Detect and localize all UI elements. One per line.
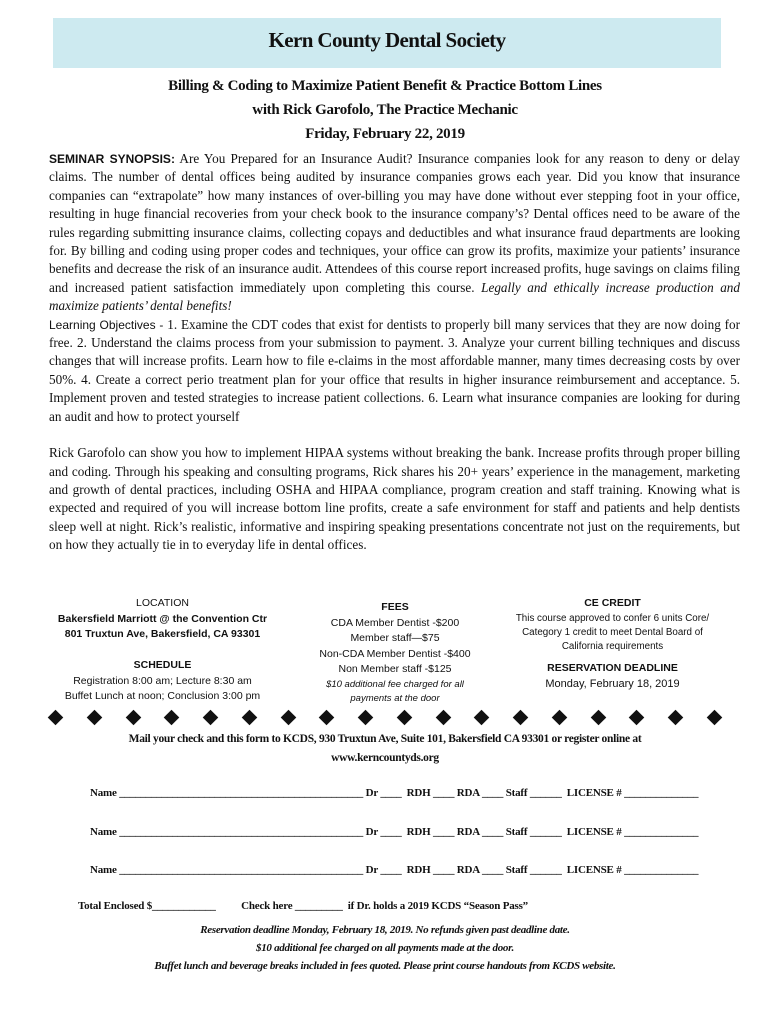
diamond-icon xyxy=(629,710,645,726)
footer-deadline-note: Reservation deadline Monday, February 18, 2019. No refunds given past deadline date. xyxy=(200,924,570,936)
seminar-description xyxy=(49,150,740,555)
diamond-icon xyxy=(668,710,684,726)
objectives-paragraph xyxy=(49,316,740,426)
schedule-block xyxy=(50,658,275,705)
fee-item: Non Member staff -$125 xyxy=(338,663,452,675)
diamond-icon xyxy=(358,710,374,726)
diamond-icon xyxy=(164,710,180,726)
footer-fee-note: $10 additional fee charged on all payments made at the door. xyxy=(256,942,514,954)
ce-credit-heading: CE CREDIT xyxy=(584,597,641,609)
footer-lunch-note: Buffet lunch and beverage breaks included in fees quoted. Please print course handouts from KCDS website. xyxy=(154,960,616,972)
diamond-icon xyxy=(48,710,64,726)
total-enclosed-row[interactable]: Total Enclosed $____________ Check here _________ if Dr. holds a 2019 KCDS “Season Pass” xyxy=(78,900,528,912)
location-block xyxy=(50,596,275,643)
diamond-icon xyxy=(203,710,219,726)
objectives-label: Learning Objectives - xyxy=(49,317,168,332)
reservation-date: Monday, February 18, 2019 xyxy=(545,677,680,690)
diamond-icon xyxy=(280,710,296,726)
synopsis-tagline: Legally and ethically increase production and maximize patients’ dental benefits! xyxy=(49,279,740,314)
registrant-name-row-3[interactable]: Name ______________________________________________ Dr ____ RDH ____ RDA ____ Staff ______ LICENSE # ______________ xyxy=(90,864,699,876)
fees-heading: FEES xyxy=(381,601,409,613)
diamond-icon xyxy=(86,710,102,726)
fee-item: Member staff—$75 xyxy=(350,632,440,644)
fee-note-2: payments at the door xyxy=(350,692,440,704)
diamond-icon xyxy=(474,710,490,726)
bio-paragraph: Rick Garofolo can show you how to implement HIPAA systems without breaking the bank. Increase profits through proper billing and coding. Through his speaking and consulting programs, Rick shares his 20+ years’ experience in the management, marketing and growth of dental practices, including OSHA and HIPAA compliance, program creation and staff training. Knowing what is expected and required of you will increase bottom line profits, create a safe environment for staff and patients and help dentists sleep well at night. Rick’s realistic, informative and inspiring speaking presentations concentrate not just on the requirements, but on how they actually tie in to everyday life in dental offices. xyxy=(49,445,740,553)
seminar-date: Friday, February 22, 2019 xyxy=(305,126,465,142)
header-banner xyxy=(53,18,721,68)
ce-credit-line-3: California requirements xyxy=(561,640,664,652)
reservation-block xyxy=(500,661,725,692)
location-heading: LOCATION xyxy=(136,597,189,609)
presenter-line: with Rick Garofolo, The Practice Mechanic xyxy=(252,102,518,118)
schedule-line-1: Registration 8:00 am; Lecture 8:30 am xyxy=(73,674,252,687)
diamond-divider xyxy=(50,708,720,728)
fee-note-1: $10 additional fee charged for all xyxy=(326,678,464,690)
diamond-icon xyxy=(125,710,141,726)
ce-credit-line-2: Category 1 credit to meet Dental Board of xyxy=(522,626,703,638)
diamond-icon xyxy=(513,710,529,726)
fee-item: CDA Member Dentist -$200 xyxy=(330,616,460,629)
mail-instructions: Mail your check and this form to KCDS, 930 Truxtun Ave, Suite 101, Bakersfield CA 93301 or register online at xyxy=(128,733,642,745)
objectives-text: 1. Examine the CDT codes that exist for dentists to properly bill many services that they are now doing for free. 2. Understand the claims process from your submission to payment. 3. Analyze your current billing techniques and discuss changes that will increase profits. Learn how to file e-claims in the most affordable manner, many times decreasing costs by over 50%. 4. Create a correct perio treatment plan for your office that results in higher insurance reimbursement and acceptance. 5. Implement proven and tested strategies to increase patient collections. 6. Learn what insurance companies are looking for during an audit and how to protect yourself xyxy=(49,316,740,424)
diamond-icon xyxy=(706,710,722,726)
ce-credit-block xyxy=(500,596,725,654)
registrant-name-row-1[interactable]: Name ______________________________________________ Dr ____ RDH ____ RDA ____ Staff ______ LICENSE # ______________ xyxy=(90,787,699,799)
ce-credit-line-1: This course approved to confer 6 units Core/ xyxy=(515,612,710,624)
diamond-icon xyxy=(241,710,257,726)
diamond-icon xyxy=(590,710,606,726)
fees-block xyxy=(300,600,490,706)
registrant-name-row-2[interactable]: Name ______________________________________________ Dr ____ RDH ____ RDA ____ Staff ______ LICENSE # ______________ xyxy=(90,826,699,838)
seminar-title: Billing & Coding to Maximize Patient Benefit & Practice Bottom Lines xyxy=(168,78,602,94)
synopsis-paragraph xyxy=(49,150,740,316)
diamond-icon xyxy=(319,710,335,726)
schedule-heading: SCHEDULE xyxy=(133,659,192,671)
schedule-line-2: Buffet Lunch at noon; Conclusion 3:00 pm xyxy=(64,690,261,702)
diamond-icon xyxy=(396,710,412,726)
synopsis-text: Are You Prepared for an Insurance Audit? Insurance companies look for any reason to deny or delay claims. The number of dental offices being audited by insurance companies grows each year. Did you know that insurance companies can “extrapolate” how many instances of over-billing you may have done without ever stepping foot in your office, resulting in huge financial recoveries from your check book to the insurance company’s? Dental offices need to be aware of the rules regarding submitting insurance claims, collecting copays and deductibles and what insurance fraud departments are looking for. By billing and coding using proper codes and techniques, your office can grow its profits, maximize your patients’ insurance benefits and decrease the risk of an insurance audit. Attendees of this course report increased profits, huge savings on claims filing and increased patient satisfaction immediately upon completing this course. xyxy=(49,151,740,295)
website-link[interactable]: www.kerncountyds.org xyxy=(331,752,439,764)
organization-title: Kern County Dental Society xyxy=(268,28,506,52)
synopsis-label: SEMINAR SYNOPSIS: xyxy=(49,152,175,166)
diamond-icon xyxy=(551,710,567,726)
location-venue: Bakersfield Marriott @ the Convention Ctr xyxy=(57,612,268,625)
reservation-heading: RESERVATION DEADLINE xyxy=(547,662,678,674)
fee-item: Non-CDA Member Dentist -$400 xyxy=(319,647,471,660)
diamond-icon xyxy=(435,710,451,726)
location-address: 801 Truxtun Ave, Bakersfield, CA 93301 xyxy=(64,628,261,640)
